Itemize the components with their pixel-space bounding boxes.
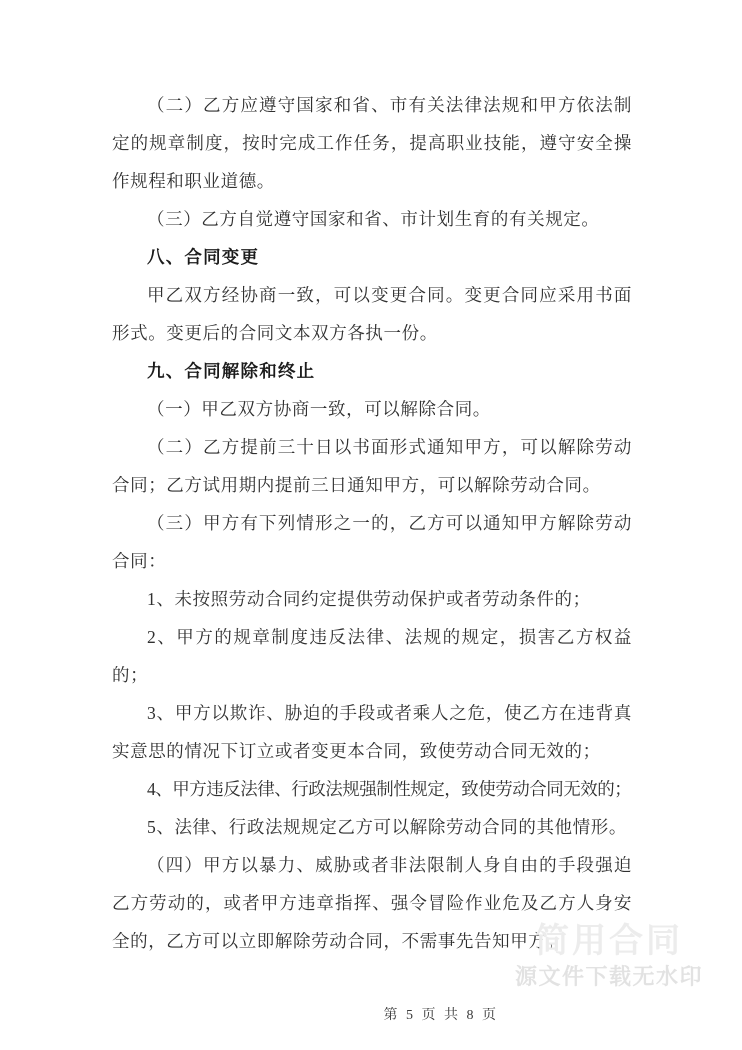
- heading-section-8: 八、合同变更: [147, 247, 260, 267]
- paragraph-clause-9-1: （一）甲乙双方协商一致，可以解除合同。: [147, 399, 491, 419]
- paragraph-clause-7-3: （三）乙方自觉遵守国家和省、市计划生育的有关规定。: [147, 209, 600, 229]
- paragraph-clause-9-2: （二）乙方提前三十日以书面形式通知甲方，可以解除劳动合同；乙方试用期内提前三日通知甲方，可以解除劳动合同。: [112, 437, 632, 495]
- list-item-9-3-2: 2、甲方的规章制度违反法律、法规的规定，损害乙方权益的；: [112, 627, 632, 685]
- watermark-subtitle-text: 源文件下载无水印: [514, 964, 703, 989]
- paragraph-clause-9-3: （三）甲方有下列情形之一的，乙方可以通知甲方解除劳动合同：: [112, 513, 632, 571]
- page-number-label: 第 5 页 共 8 页: [383, 1008, 499, 1023]
- paragraph-clause-7-2: （二）乙方应遵守国家和省、市有关法律法规和甲方依法制定的规章制度，按时完成工作任务，提高职业技能，遵守安全操作规程和职业道德。: [112, 95, 632, 191]
- list-item-9-3-5: 5、法律、行政法规规定乙方可以解除劳动合同的其他情形。: [147, 817, 627, 837]
- document-body: [112, 86, 632, 960]
- list-item-9-3-3: 3、甲方以欺诈、胁迫的手段或者乘人之危，使乙方在违背真实意思的情况下订立或者变更本合同，致使劳动合同无效的；: [112, 703, 632, 761]
- paragraph-clause-9-4: （四）甲方以暴力、威胁或者非法限制人身自由的手段强迫乙方劳动的，或者甲方违章指挥、强令冒险作业危及乙方人身安全的，乙方可以立即解除劳动合同，不需事先告知甲方。: [112, 855, 632, 951]
- list-item-9-3-1: 1、未按照劳动合同约定提供劳动保护或者劳动条件的；: [147, 589, 591, 609]
- watermark-brand-text: 简用合同: [535, 922, 683, 960]
- list-item-9-3-4: 4、甲方违反法律、行政法规强制性规定，致使劳动合同无效的；: [147, 779, 632, 799]
- heading-section-9: 九、合同解除和终止: [147, 361, 316, 381]
- paragraph-section-8-body: 甲乙双方经协商一致，可以变更合同。变更合同应采用书面形式。变更后的合同文本双方各执一份。: [112, 285, 632, 343]
- page-footer: [0, 1004, 742, 1024]
